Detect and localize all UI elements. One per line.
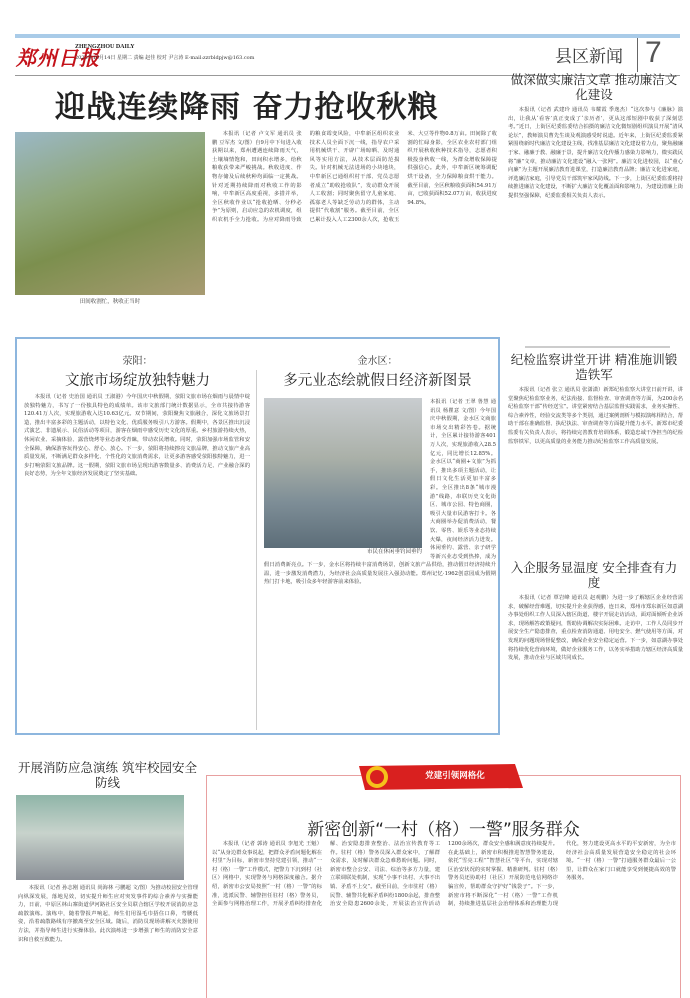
lead-article-body: 本报讯（记者 卢文军 通讯员 张鹏 豆军杰 文/图）自9月中下旬进入收获期以来，郑州遭遇连续降雨天气，土壤墒情饱和，田间积水增多，给秋粮收获带来严峻挑战。秋收进度、作物存储及后续秋种均面临一定挑战。针对近期持续降雨对秋收工作的影响，中牟新区高度重视，多措并举，全区秋收作业以“抢收抢晒、分秒必争”为原则，启动应急的农机调度，组织农机手全力抢收。为应对降雨导致的粮食霉变风险，中牟新区组织农业技术人员全面下沉一线，指导农户采用机械烘干、开辟广场晾晒、及时通风等实用方法，从技术层面防范损失。针对机械无法进场的小块地块，中牟新区已通组织村干部、党员志愿者成立“助收抢收队”，发动群众开展人工收割；同时聚焦留守儿童家庭、孤寡老人等缺乏劳动力的群体，主动提供“代收割”服务。截至目前，全区已累计投入人工2300余人次，抢收玉米、大豆等作物0.8万亩。田间除了收割的忙碌身影，全区农业农村部门组织开展秋收秋种技术指导，志愿者积极投身秋收一线，为群众增收保障提供强信心。此外，中牟新区统筹调配烘干设备，全力保障粮食烘干能力。截至目前，全区秋粮收获面积54.91万亩，已收获面积52.07万亩，收获进度94.8%。 (212, 131, 497, 223)
jinshui-article (264, 398, 496, 731)
right1-body: 本报讯（记者 武建玲 通讯员 韦耀霞 季逸杰）“这次参与《廉脉》演出，让我从‘看客’真正变成了‘亲历者’，更从这部短剧中收获了深刻思考。”近日，上街区纪委监委结合拍摄的廉洁文化微短剧组织演员开展“清风论坛”，教师演员曹先生谈及观演感受时说道。近年来，上街区纪委监委紧紧围绕新时代廉洁文化建设主线，找准基层廉洁文化建设着力点，聚焦融廉于家、融廉于教、融廉于景，提升廉洁文化传播力感染力影响力，微实践民将“廉”文章，推动廉洁文化建设“融入一张网”。廉洁文化进校园，以“童心向廉”为主题开展廉洁教育进课堂，打造廉洁教育品牌；廉洁文化进家庭，评选廉洁家庭，引导党员干部筑牢家风防线。下一步，上街区纪委监委将持续推进廉洁文化建设，不断扩大廉洁文化覆盖面和影响力，为建设清廉上街提供坚强保障，纪委监委相关负责人表示。 (508, 107, 683, 199)
fishing-photo-caption: 市民在休闲垂钓园垂钓 (366, 549, 422, 555)
section-title: 县区新闻 (555, 47, 623, 67)
police-body: 本报讯（记者 郭涛 通讯员 李旭光 王魁）以“从身边群众事说起，把群众矛盾问题化解在村里”为目标，新密市坚持党建引领，推动“一村（格）一警”工作模式，把警力下沉到村（社区）网格中，实现警务与网格深度融合。据介绍，新密市公安局按照“一村（格）一警”的标准，选派民警、辅警担任驻村（格）警务员，全面参与网格治理工作，开展矛盾纠纷排查化解、治安隐患排查整治、法治宣传教育等工作。驻村（格）警务员深入群众家中，了解群众需求，及时解决群众急难愁盼问题。同时，新密市整合公安、司法、综治等多方力量，建立联调联处机制，实现“小事不出村、大事不出镇、矛盾不上交”。截至目前，全市驻村（格）民警、辅警共化解矛盾纠纷1800余起，排查整治安全隐患2600余处，开展法治宣传活动1200余场次，群众安全感和满意度持续提升。在此基础上，新密市积极推进智慧警务建设，依托“雪亮工程”“智慧社区”等平台，实现对辖区治安状况的实时掌握、精准研判。驻村（格）警务员还协助村（社区）开展防范电信网络诈骗宣传，帮助群众守护好“钱袋子”。下一步，新密市将不断深化“一村（格）一警”工作机制，持续推进基层社会治理体系和治理能力现代化，努力建设更高水平的平安新密，为全市经济社会高质量发展营造安全稳定的社会环境。“一村（格）一警”打通服务群众最后一公里，让群众在家门口就能享受到便捷高效的警务服务。 (212, 841, 676, 908)
issue-meta: 2025年10月14日 星期二 责编 赵佳 校对 尹言涛 E-mail:zzrbldpjw@163.com (75, 55, 255, 61)
right2-headline: 纪检监察讲堂开讲 精准施训锻造铁军 (510, 352, 678, 382)
right2-body: 本报讯（记者 张立 通讯员 张潇潇）新郑纪检监察大讲堂日前开讲，讲堂聚焦纪检监察业务，纪法衔接、监督检查、审查调查等方面，为200余名纪检监察干部“传经送宝”。讲堂紧密结合基层监督实践需求，业务实操性、综合素养性，经验交流类等多个类别，通过案例剖析与模拟演练相结合，帮助干部在准确监督、执纪执法、审查调查等方面提升能力水平。新郑市纪委监委有关负责人表示，将持续完善教育培训体系，锻造忠诚干净担当的纪检监察铁军，以更高质量的业务能力推动纪检监察工作高质量发展。 (508, 387, 683, 445)
fire-drill-body: 本报讯（记者 孙志刚 通讯员 尚海林 弓鹏超 文/图）为推动校园安全管理向纵深发展，落地见效，切实提升师生应对突发事件的综合素养与实操能力，日前，中原区林山寨街道伊河路社区安全员联合辖区学校开展消防应急疏散演练。演练中，随着警报声响起，师生们用湿毛巾捂住口鼻，弯腰低姿，沿着疏散路线有序撤离至安全区域。随后，消防员现场讲解灭火器使用方法，并指导师生进行实操体验。此次演练进一步增强了师生的消防安全意识和自救互救能力。 (18, 885, 198, 943)
xingyang-headline: 文旅市场绽放独特魅力 (65, 373, 210, 389)
fire-drill-photo (16, 795, 184, 880)
divider (256, 370, 257, 730)
jinshui-region: 金水区： (357, 356, 398, 367)
fishing-figure (264, 398, 424, 556)
photo-caption: 田间收割忙，秋收正当时 (79, 299, 141, 305)
lead-headline: 迎战连续降雨 奋力抢收秋粮 (55, 90, 439, 125)
divider (525, 346, 670, 348)
divider (637, 38, 638, 72)
xingyang-region: 荥阳： (122, 356, 153, 367)
xingyang-body: 本报讯（记者 史治国 通讯员 王淑港）今年国庆中秋假期，荥阳文旅市场在烟雨与晨情中绽放独特魅力，书写了一份独具特色的成绩单。该市文旅部门统计数据显示，全市共接待游客120.41万人次，实现旅游收入达10.63亿元。双节期间，荥阳聚焦文旅融合，深化文旅场景打造，推出丰富多彩的主题活动，以特色文化、优质服务吸引八方游客。假期中，各景区推出沉浸式演艺、非遗展示、民俗活动等项目，游客在烟雨中感受历史文化的厚重。乡村旅游持续火热，休闲农业、采摘体验、露营烧烤等业态备受青睐，带动农民增收。同时，荥阳加强市场监管和安全保障，确保游客玩得安心、舒心、放心。下一步，荥阳将持续擦亮文旅品牌，推动文旅产业高质量发展，不断满足群众多样化、个性化的文旅消费需求，让更多游客感受荥阳独特魅力，进一步打响荥阳文旅品牌。这一假期，荥阳文旅市场呈现出游客数量多、消费活力足、产业融合深的良好态势，为全年文旅经济发展奠定了坚实基础。 (24, 394, 250, 478)
page-number: 7 (645, 36, 662, 69)
jinshui-body: 本报讯（记者 王翠 鲁慧 通讯员 杨瞿意 文/图）今年国庆中秋假期，金水区文商旅市场交出精彩答卷。据统计，全区累计接待游客401万人次，实现旅游收入28.5亿元，同比增长12.85%。金水区以“商圈+文旅”为抓手，推出多项主题活动，让假日文化生活更加丰富多彩。全区推出8条“城市漫游”线路，串联历史文化街区、城市公园、特色商圈，吸引大量市民游客打卡。各大商圈举办促消费活动，餐饮、零售、娱乐等业态持续火爆，夜间经济活力迸发。休闲垂钓、露营、亲子研学等新兴业态受到热捧，成为假日消费新亮点。下一步，金水区将持续丰富消费场景，创新文旅产品供给，推动假日经济持续升温，进一步激发消费潜力，为经济社会高质量发展注入强劲动能。郑州记忆·1962创意园成为假期热门打卡地，吸引众多年轻游客前来体验。 (264, 399, 496, 586)
masthead-top-rule (15, 34, 680, 38)
right1-headline: 做深做实廉洁文章 推动廉洁文化建设 (510, 72, 678, 102)
fire-drill-headline: 开展消防应急演练 筑牢校园安全防线 (18, 760, 197, 790)
fishing-photo (264, 398, 422, 548)
right3-body: 本报讯（记者 覃岩峰 通讯员 赵观鹏）为进一步了解辖区企业经营需求，破解经营难题，切实提升企业获得感，连日来，郑州市郑东新区如意湖办事处组织工作人员深入辖区街道、楼宇开展走访活动，面对面倾听企业诉求，现场解答政策疑问，帮助协调解决实际困难。走访中，工作人员同步开展安全生产隐患排查，重点检查消防通道、用电安全、燃气使用等方面，对发现的问题现场督促整改，确保企业安全稳定运营。下一步，如意湖办事处将持续优化营商环境，做好企业服务工作，以务实举措助力辖区经济高质量发展，推动企业与区域共同成长。 (508, 595, 683, 662)
jinshui-headline: 多元业态绘就假日经济新图景 (283, 373, 472, 389)
harvest-photo (15, 132, 205, 295)
newspaper-english-name: ZHENGZHOU DAILY (75, 44, 135, 50)
right3-headline: 入企服务显温度 安全排查有力度 (510, 560, 678, 590)
police-headline: 新密创新“一村（格）一警”服务群众 (307, 820, 580, 840)
party-banner-label: 党建引领网格化 (425, 771, 485, 781)
newspaper-logo: 郑州日报 (16, 46, 100, 70)
